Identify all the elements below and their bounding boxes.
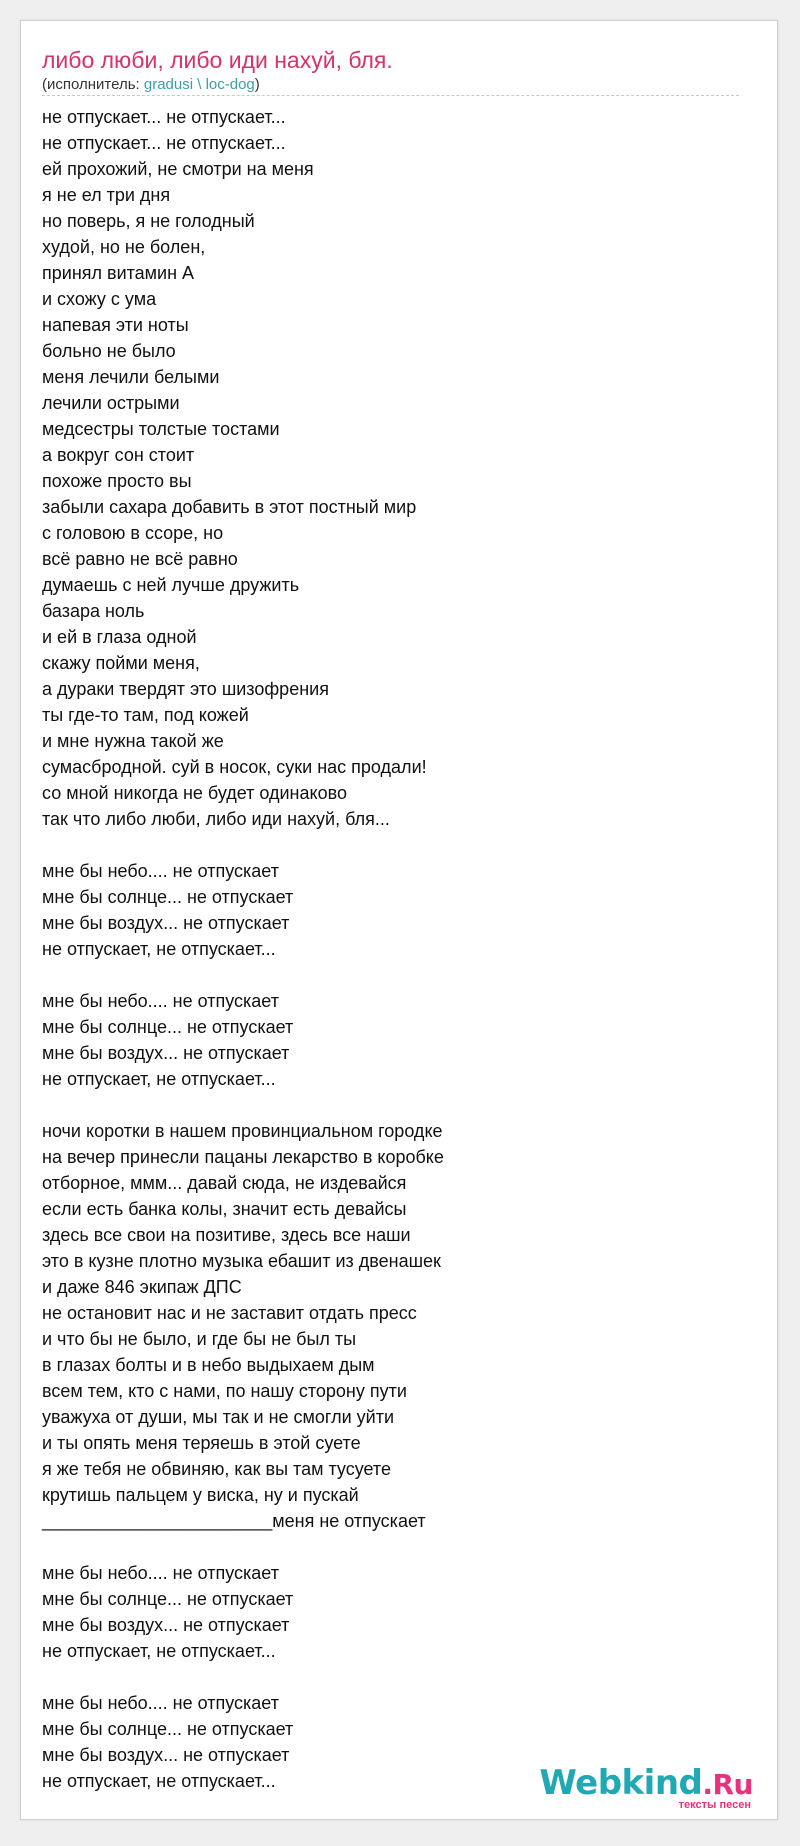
stanza-gap xyxy=(42,1534,742,1560)
lyric-line: мне бы небо.... не отпускает xyxy=(42,1693,279,1713)
lyric-line: но поверь, я не голодный xyxy=(42,211,255,231)
logo-tld-text: .Ru xyxy=(702,1768,753,1801)
logo-main-text: Webkind xyxy=(539,1763,703,1803)
lyric-line: мне бы воздух... не отпускает xyxy=(42,1745,290,1765)
lyric-line: не отпускает, не отпускает... xyxy=(42,1641,276,1661)
lyric-line: я не ел три дня xyxy=(42,185,171,205)
lyric-line: я же тебя не обвиняю, как вы там тусуете xyxy=(42,1459,391,1479)
lyric-line: и что бы не было, и где бы не был ты xyxy=(42,1329,357,1349)
lyric-line: забыли сахара добавить в этот постный мир xyxy=(42,497,417,517)
lyric-line: если есть банка колы, значит есть девайсы xyxy=(42,1199,407,1219)
lyric-line: меня лечили белыми xyxy=(42,367,220,387)
lyric-line: и даже 846 экипаж ДПС xyxy=(42,1277,242,1297)
lyric-line: мне бы солнце... не отпускает xyxy=(42,887,294,907)
lyric-line: на вечер принесли пацаны лекарство в коробке xyxy=(42,1147,444,1167)
title-divider xyxy=(42,95,739,96)
lyric-line: не отпускает... не отпускает... xyxy=(42,107,286,127)
lyric-line: и мне нужна такой же xyxy=(42,731,224,751)
artist-link[interactable]: gradusi \ loc-dog xyxy=(143,76,255,93)
stanza-gap xyxy=(42,832,742,858)
lyric-line: и схожу с ума xyxy=(42,289,157,309)
lyric-line: это в кузне плотно музыка ебашит из двенашек xyxy=(42,1251,441,1271)
lyric-line: не отпускает, не отпускает... xyxy=(42,1771,276,1791)
artist-prefix: (исполнитель: xyxy=(42,76,144,93)
lyrics-body xyxy=(42,104,742,1794)
stanza-gap xyxy=(42,962,742,988)
stanza-gap xyxy=(42,1092,742,1118)
lyric-line: со мной никогда не будет одинаково xyxy=(42,783,347,803)
lyric-line: а дураки твердят это шизофрения xyxy=(42,679,329,699)
artist-suffix: ) xyxy=(254,76,260,93)
lyric-line: и ей в глаза одной xyxy=(42,627,197,647)
lyric-line: худой, но не болен, xyxy=(42,237,206,257)
artist-line xyxy=(42,75,260,95)
lyrics-card xyxy=(20,20,778,1820)
lyric-line: так что либо люби, либо иди нахуй, бля... xyxy=(42,809,390,829)
lyric-line: больно не было xyxy=(42,341,176,361)
lyric-line: здесь все свои на позитиве, здесь все наши xyxy=(42,1225,411,1245)
lyric-line: не отпускает, не отпускает... xyxy=(42,939,276,959)
lyric-line: мне бы небо.... не отпускает xyxy=(42,861,279,881)
lyric-line: похоже просто вы xyxy=(42,471,192,491)
lyric-line: отборное, ммм... давай сюда, не издевайся xyxy=(42,1173,407,1193)
lyric-line: ночи коротки в нашем провинциальном городке xyxy=(42,1121,443,1141)
lyric-line: лечили острыми xyxy=(42,393,180,413)
lyric-line: мне бы небо.... не отпускает xyxy=(42,1563,279,1583)
song-title: либо люби, либо иди нахуй, бля. xyxy=(42,47,393,73)
lyric-line: всем тем, кто с нами, по нашу сторону пути xyxy=(42,1381,407,1401)
lyric-line: в глазах болты и в небо выдыхаем дым xyxy=(42,1355,375,1375)
lyric-line: медсестры толстые тостами xyxy=(42,419,280,439)
lyric-line: мне бы небо.... не отпускает xyxy=(42,991,279,1011)
lyric-line: не отпускает... не отпускает... xyxy=(42,133,286,153)
lyric-line: мне бы воздух... не отпускает xyxy=(42,1615,290,1635)
lyric-line: скажу пойми меня, xyxy=(42,653,200,673)
lyric-line: принял витамин А xyxy=(42,263,195,283)
lyric-line: всё равно не всё равно xyxy=(42,549,238,569)
lyric-line: мне бы солнце... не отпускает xyxy=(42,1589,294,1609)
lyric-line: уважуха от души, мы так и не смогли уйти xyxy=(42,1407,395,1427)
lyric-line: не остановит нас и не заставит отдать пресс xyxy=(42,1303,417,1323)
lyric-line: напевая эти ноты xyxy=(42,315,189,335)
lyric-line: с головою в ссоре, но xyxy=(42,523,224,543)
lyric-line: мне бы солнце... не отпускает xyxy=(42,1017,294,1037)
logo-tagline: тексты песен xyxy=(678,1799,751,1811)
lyric-line: думаешь с ней лучше дружить xyxy=(42,575,300,595)
lyric-line: не отпускает, не отпускает... xyxy=(42,1069,276,1089)
lyric-line: а вокруг сон стоит xyxy=(42,445,195,465)
lyric-line: мне бы солнце... не отпускает xyxy=(42,1719,294,1739)
lyric-line: ты где-то там, под кожей xyxy=(42,705,249,725)
lyric-line: и ты опять меня теряешь в этой суете xyxy=(42,1433,361,1453)
lyric-line: мне бы воздух... не отпускает xyxy=(42,1043,290,1063)
lyric-line: сумасбродной. суй в носок, суки нас продали! xyxy=(42,757,427,777)
lyric-line: крутишь пальцем у виска, ну и пускай xyxy=(42,1485,359,1505)
lyric-line: _______________________меня не отпускает xyxy=(42,1511,426,1531)
lyric-line: базара ноль xyxy=(42,601,145,621)
stanza-gap xyxy=(42,1664,742,1690)
lyric-line: ей прохожий, не смотри на меня xyxy=(42,159,314,179)
lyric-line: мне бы воздух... не отпускает xyxy=(42,913,290,933)
webkind-logo[interactable] xyxy=(539,1763,753,1813)
